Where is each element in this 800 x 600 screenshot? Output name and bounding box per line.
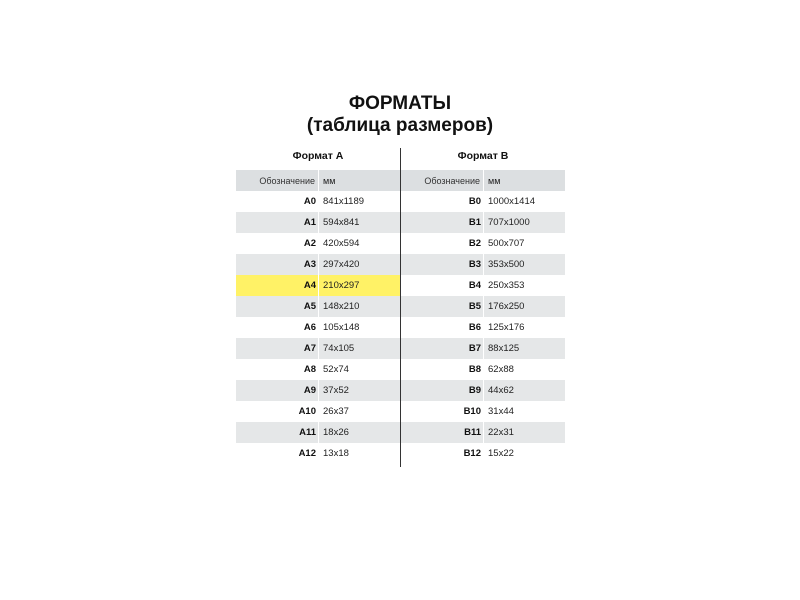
- format-size-mm: 62x88: [488, 364, 514, 375]
- format-designation: B11: [464, 427, 481, 438]
- format-size-mm: 26x37: [323, 406, 349, 417]
- format-designation: A8: [303, 364, 316, 375]
- format-designation: A1: [303, 217, 316, 228]
- format-designation: A9: [303, 385, 316, 396]
- table-row: [401, 212, 565, 233]
- format-size-mm: 88x125: [488, 343, 520, 354]
- table-row: [401, 233, 565, 254]
- format-designation: A6: [303, 322, 316, 333]
- table-row: [401, 422, 565, 443]
- format-designation: B5: [468, 301, 481, 312]
- table-row: [401, 443, 565, 464]
- format-size-mm: 250x353: [488, 280, 525, 291]
- table-row: [401, 296, 565, 317]
- format-size-mm: 37x52: [323, 385, 349, 396]
- table-row: [236, 212, 400, 233]
- table-row: [236, 191, 400, 212]
- format-size-mm: 18x26: [323, 427, 349, 438]
- table-row: [236, 275, 400, 296]
- format-size-mm: 15x22: [488, 448, 514, 459]
- table-row: [236, 422, 400, 443]
- table-row: [236, 233, 400, 254]
- format-size-mm: 22x31: [488, 427, 514, 438]
- format-designation: A4: [303, 280, 316, 291]
- format-a-col-label: Обозначение: [259, 175, 315, 186]
- table-row: [401, 254, 565, 275]
- format-designation: B8: [468, 364, 481, 375]
- format-size-mm: 125x176: [488, 322, 525, 333]
- format-designation: A10: [298, 406, 316, 417]
- format-size-mm: 297x420: [323, 259, 360, 270]
- table-row: [236, 359, 400, 380]
- format-size-mm: 594x841: [323, 217, 360, 228]
- table-row: [401, 275, 565, 296]
- format-size-mm: 13x18: [323, 448, 349, 459]
- format-a-rows: [236, 191, 400, 464]
- format-size-mm: 707x1000: [488, 217, 530, 228]
- format-size-mm: 210x297: [323, 280, 360, 291]
- format-size-mm: 148x210: [323, 301, 360, 312]
- format-designation: A3: [303, 259, 316, 270]
- table-row: [236, 380, 400, 401]
- table-row: [236, 401, 400, 422]
- table-row: [401, 317, 565, 338]
- format-designation: B3: [468, 259, 481, 270]
- format-size-mm: 353x500: [488, 259, 525, 270]
- format-size-mm: 52x74: [323, 364, 349, 375]
- format-size-mm: 176x250: [488, 301, 525, 312]
- format-size-mm: 44x62: [488, 385, 514, 396]
- table-row: [401, 380, 565, 401]
- format-designation: A0: [303, 196, 316, 207]
- page-subtitle: (таблица размеров): [306, 115, 494, 136]
- format-size-mm: 500x707: [488, 238, 525, 249]
- table-row: [236, 254, 400, 275]
- format-size-mm: 74x105: [323, 343, 355, 354]
- format-designation: B2: [468, 238, 481, 249]
- table-row: [401, 191, 565, 212]
- format-designation: A7: [303, 343, 316, 354]
- format-a-col-unit: мм: [323, 175, 336, 186]
- page-title: ФОРМАТЫ: [348, 93, 452, 114]
- format-designation: B7: [468, 343, 481, 354]
- table-row: [401, 401, 565, 422]
- format-a-header-row: [236, 170, 400, 191]
- format-designation: B10: [463, 406, 481, 417]
- format-designation: B9: [468, 385, 481, 396]
- format-designation: A5: [303, 301, 316, 312]
- format-designation: B12: [463, 448, 481, 459]
- format-b-rows: [401, 191, 565, 464]
- format-size-mm: 105x148: [323, 322, 360, 333]
- format-b-col-label: Обозначение: [424, 175, 480, 186]
- format-size-mm: 420x594: [323, 238, 360, 249]
- format-designation: B0: [468, 196, 481, 207]
- table-row: [401, 359, 565, 380]
- format-designation: A12: [298, 448, 316, 459]
- format-a-table: [236, 147, 400, 464]
- format-designation: B4: [468, 280, 481, 291]
- format-size-mm: 841x1189: [323, 196, 365, 207]
- format-designation: A11: [299, 427, 316, 438]
- format-designation: B1: [468, 217, 481, 228]
- format-size-mm: 31x44: [488, 406, 514, 417]
- format-size-mm: 1000x1414: [488, 196, 536, 207]
- table-row: [236, 443, 400, 464]
- format-a-heading: Формат А: [292, 150, 344, 162]
- format-b-table: [401, 147, 565, 464]
- format-designation: B6: [468, 322, 481, 333]
- table-row: [401, 338, 565, 359]
- table-row: [236, 296, 400, 317]
- format-b-col-unit: мм: [488, 175, 501, 186]
- table-row: [236, 317, 400, 338]
- table-row: [236, 338, 400, 359]
- format-b-heading: Формат В: [457, 150, 509, 162]
- format-b-header-row: [401, 170, 565, 191]
- format-designation: A2: [303, 238, 316, 249]
